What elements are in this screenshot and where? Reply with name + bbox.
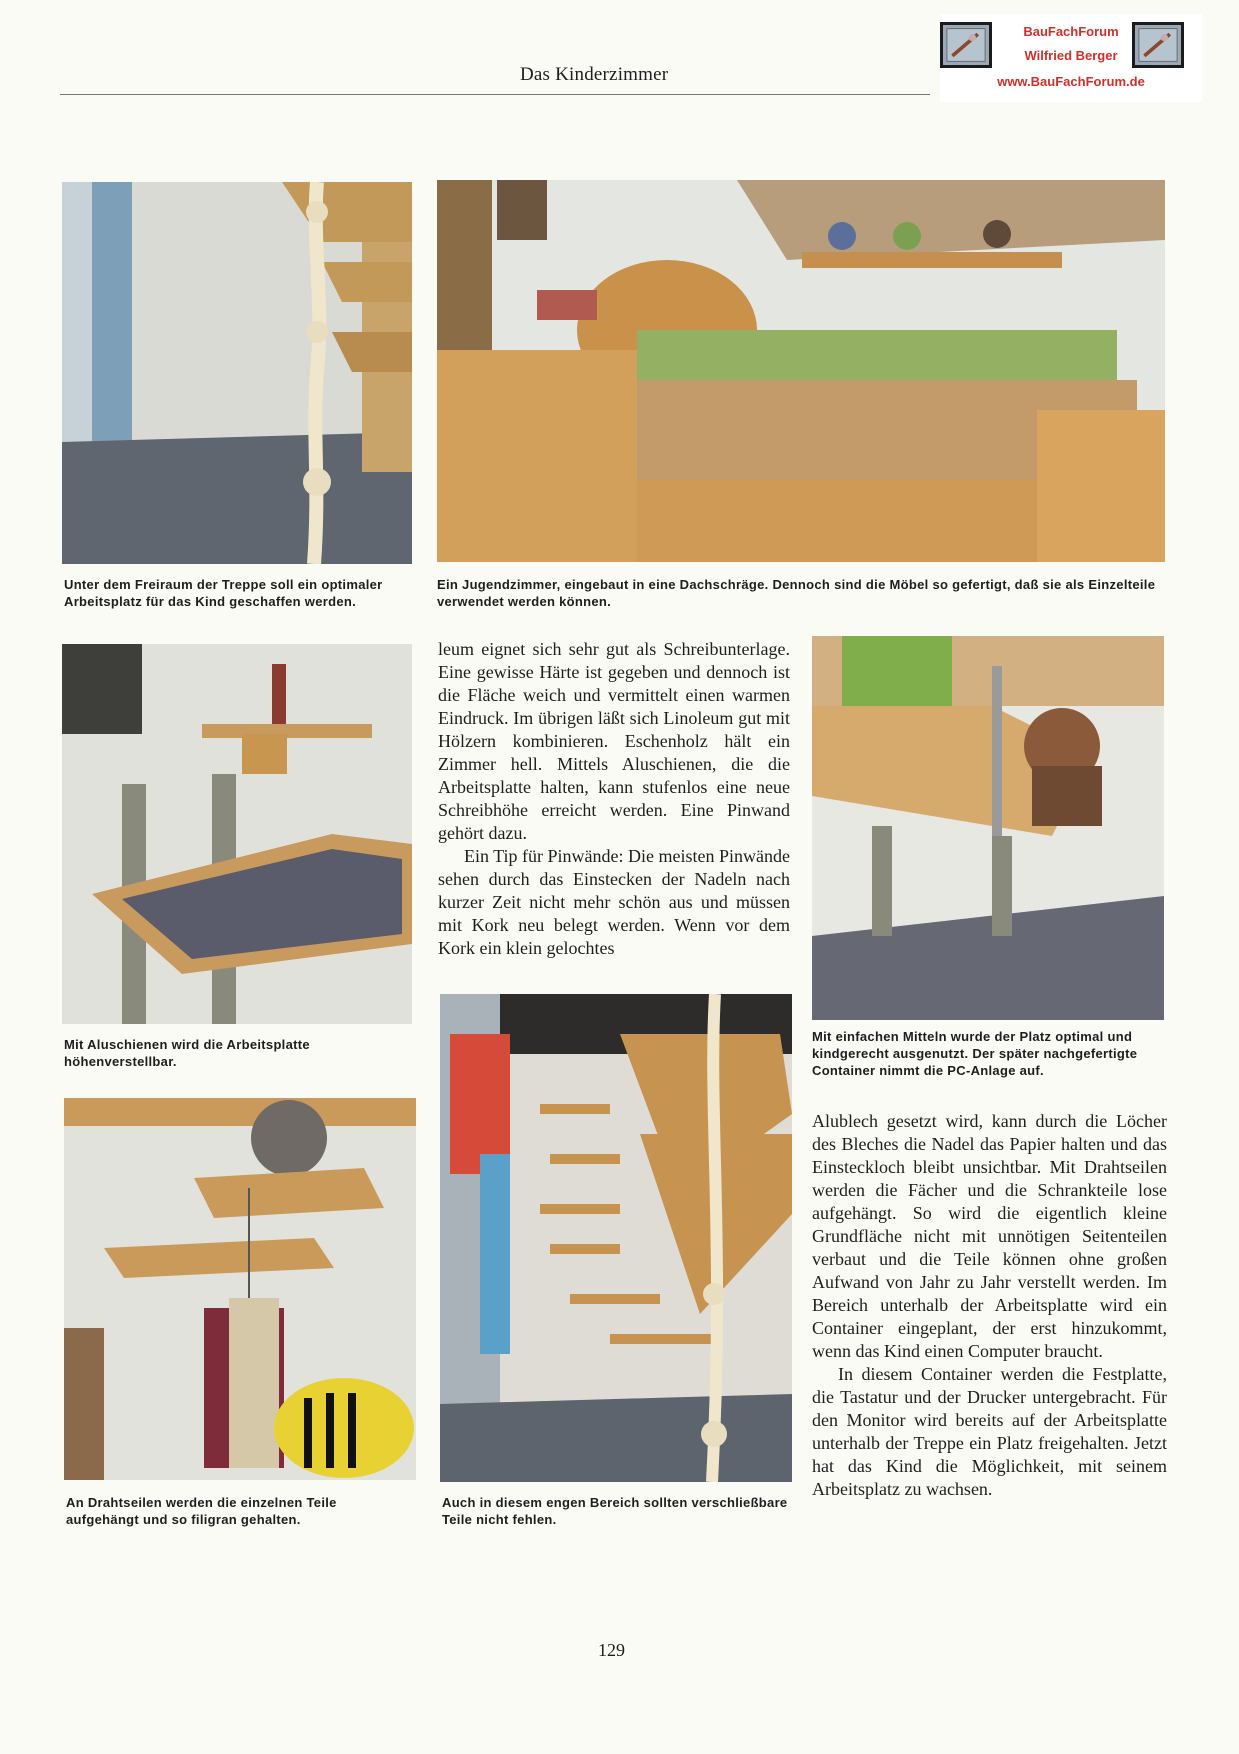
text-column-right [812,1110,1167,1501]
caption-rope: Auch in diesem engen Bereich sollten verschließbare Teile nicht fehlen. [442,1495,788,1527]
paragraph-linoleum: leum eignet sich sehr gut als Schreibunterlage. Eine gewisse Härte ist gegeben und dennoch ist die Fläche weich und vermittelt einen warmen Eindruck. Im übrigen läßt sich Linoleum gut mit Hölzern kombinieren. Eschenholz hält ein Zimmer hell. Mittels Aluschienen, die die Arbeitsplatte halten, kann stufenlos eine neue Schreibhöhe erreicht werden. Eine Pinwand gehört dazu. [438,639,790,843]
text-column-middle [438,638,790,960]
photo-teddy-desk [812,636,1164,1020]
caption-teddy: Mit einfachen Mitteln wurde der Platz optimal und kindgerecht ausgenutzt. Der später nachgefertigte Container nimmt die PC-Anlage auf. [812,1029,1138,1078]
paragraph-container: In diesem Container werden die Festplatte, die Tastatur und der Drucker untergebracht. Für den Monitor wird bereits auf der Arbeitsplatte unterhalb der Treppe ein Platz freigehalten. Jetzt hat das Kind die Möglichkeit, mit seinem Arbeitsplatz zu wachsen. [812,1364,1167,1499]
page-header-title: Das Kinderzimmer [520,64,669,85]
logo-icon-right [1132,22,1184,68]
photo-desk [62,644,412,1024]
caption-shelves: An Drahtseilen werden die einzelnen Teile aufgehängt und so filigran gehalten. [66,1495,337,1527]
paragraph-alublech: Alublech gesetzt wird, kann durch die Löcher des Bleches die Nadel das Papier halten und das Einsteckloch bleibt unsichtbar. Mit Drahtseilen werden die Fächer und die Schrankteile lose aufgehängt. So wird die eigentlich kleine Grundfläche nicht mit unnötigen Seitenteilen verbaut und die Teile können ohne großen Aufwand von Jahr zu Jahr verstellt werden. Im Bereich unterhalb der Arbeitsplatte wird ein Container eingeplant, der erst hinzukommt, wenn das Kind einen Computer braucht. [812,1111,1167,1361]
caption-stairs: Unter dem Freiraum der Treppe soll ein optimaler Arbeitsplatz für das Kind geschaffen werden. [64,577,383,609]
photo-bedroom [437,180,1165,562]
photo-under-stairs [62,182,412,564]
page-number: 129 [598,1640,625,1660]
brand-url[interactable]: www.BauFachForum.de [997,74,1145,89]
caption-desk: Mit Aluschienen wird die Arbeitsplatte höhenverstellbar. [64,1037,310,1069]
brand-line-1: BauFachForum [1023,24,1119,39]
header-rule [60,94,930,95]
paragraph-pinwall-tip: Ein Tip für Pinwände: Die meisten Pinwände sehen durch das Einstecken der Nadeln nach kurzer Zeit nicht mehr schön aus und müssen mit Kork neu belegt werden. Wenn vor dem Kork ein klein gelochtes [438,846,790,958]
photo-hanging-shelves [64,1098,416,1480]
caption-bedroom: Ein Jugendzimmer, eingebaut in eine Dachschräge. Dennoch sind die Möbel so gefertigt, daß sie als Einzelteile verwendet werden können. [437,577,1156,609]
branding-box[interactable] [940,14,1202,102]
photo-rope-stairs [440,994,792,1482]
logo-icon-left [940,22,992,68]
brand-line-2: Wilfried Berger [1024,48,1118,63]
